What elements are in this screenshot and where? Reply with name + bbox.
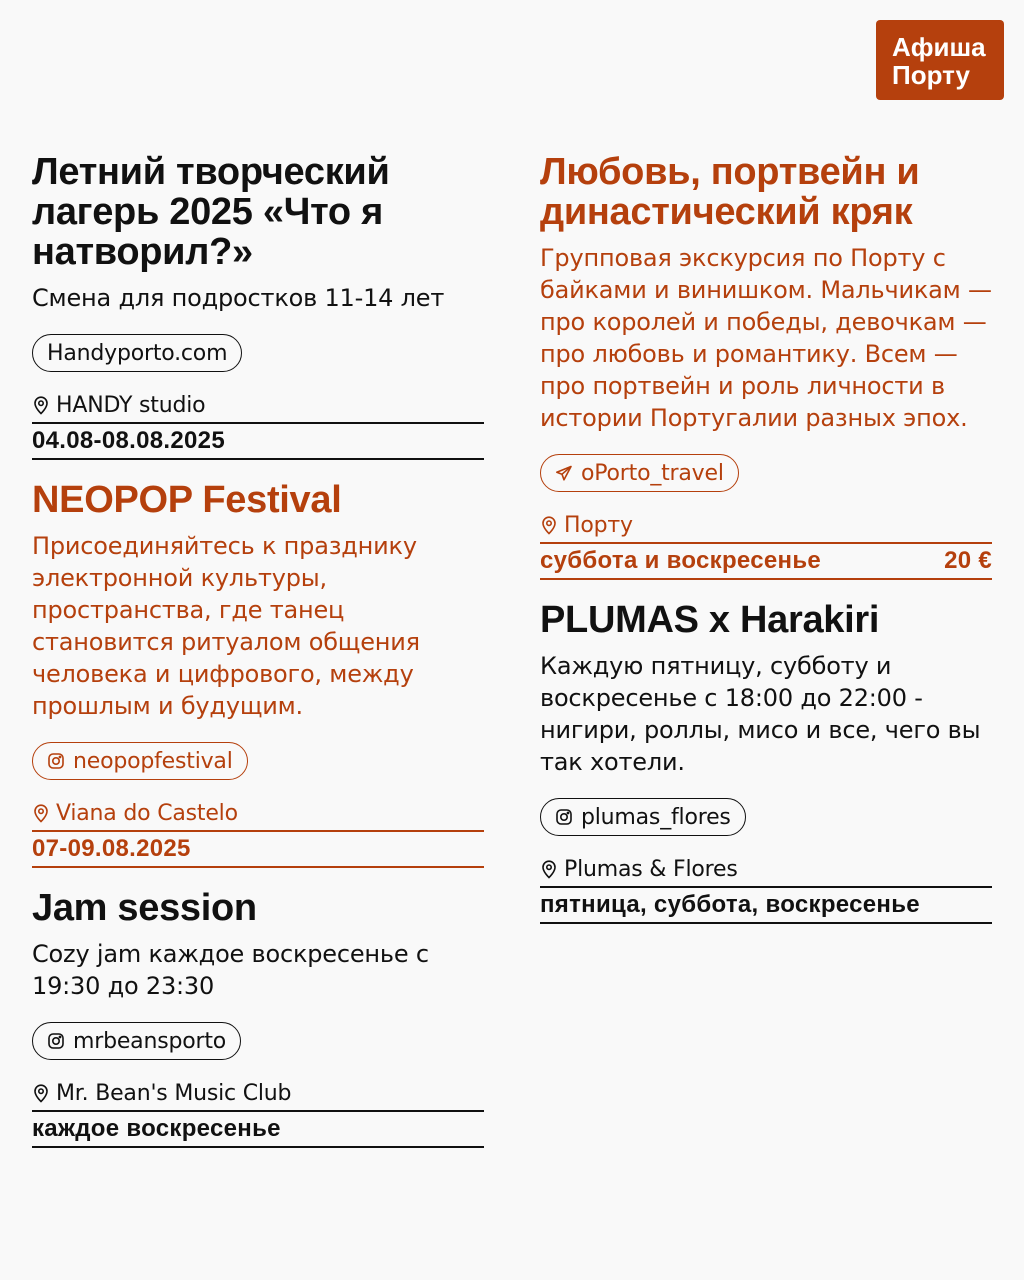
- event-link-text: oPorto_travel: [581, 460, 724, 486]
- event-link-pill[interactable]: [540, 454, 739, 492]
- event-link-text: Handyporto.com: [47, 340, 228, 366]
- event-date-line: [540, 886, 992, 924]
- event-date: 07-09.08.2025: [32, 835, 191, 862]
- event-description: Каждую пятницу, субботу и воскресенье с 18:00 до 22:00 - нигири, роллы, мисо и все, чего вы так хотели.: [540, 652, 981, 776]
- event-link-text: mrbeansporto: [73, 1028, 227, 1054]
- event-title: Летний творческий лагерь 2025 «Что я натворил?»: [32, 151, 390, 273]
- event-description: Смена для подростков 11-14 лет: [32, 284, 445, 312]
- event-description: Cozy jam каждое воскресенье с 19:30 до 23:30: [32, 940, 429, 1000]
- event-card-plumas-harakiri: [540, 600, 992, 924]
- event-title: NEOPOP Festival: [32, 479, 342, 521]
- event-description: Присоединяйтесь к празднику электронной культуры, пространства, где танец становится ритуалом общения человека и цифрового, между прошлым и будущим.: [32, 532, 420, 720]
- location-pin-icon: [32, 395, 50, 415]
- event-link-text: neopopfestival: [73, 748, 233, 774]
- event-date-line: [540, 542, 992, 580]
- event-place: [32, 800, 484, 826]
- events-column-right: [540, 152, 992, 944]
- location-pin-icon: [540, 515, 558, 535]
- event-price: 20 €: [944, 547, 992, 574]
- event-date-line: [32, 830, 484, 868]
- instagram-icon: [47, 752, 65, 770]
- event-link-pill[interactable]: [32, 334, 242, 372]
- instagram-icon: [47, 1032, 65, 1050]
- event-card-neopop: [32, 480, 484, 868]
- event-card-jam-session: [32, 888, 484, 1148]
- event-title: PLUMAS x Harakiri: [540, 599, 880, 641]
- event-card-summer-camp: [32, 152, 484, 460]
- event-place-text: Порту: [564, 512, 633, 538]
- event-link-text: plumas_flores: [581, 804, 731, 830]
- event-card-port-wine-tour: [540, 152, 992, 580]
- afisha-porto-logo: [876, 20, 1004, 100]
- location-pin-icon: [32, 1083, 50, 1103]
- location-pin-icon: [32, 803, 50, 823]
- event-place-text: Plumas & Flores: [564, 856, 738, 882]
- event-date-line: [32, 422, 484, 460]
- event-place: [32, 392, 484, 418]
- event-date: пятница, суббота, воскресенье: [540, 891, 920, 918]
- telegram-icon: [555, 464, 573, 482]
- event-place: [540, 856, 992, 882]
- event-date: суббота и воскресенье: [540, 547, 822, 574]
- logo-line-2: Порту: [892, 60, 970, 90]
- event-place-text: Viana do Castelo: [56, 800, 238, 826]
- event-place: [32, 1080, 484, 1106]
- event-title: Любовь, портвейн и династический кряк: [540, 151, 920, 233]
- event-place-text: Mr. Bean's Music Club: [56, 1080, 292, 1106]
- events-column-left: [32, 152, 484, 1168]
- event-date: 04.08-08.08.2025: [32, 427, 225, 454]
- event-date-line: [32, 1110, 484, 1148]
- event-link-pill[interactable]: [540, 798, 746, 836]
- event-description: Групповая экскурсия по Порту с байками и винишком. Мальчикам — про королей и победы, девочкам — про любовь и романтику. Всем — про портвейн и роль личности в истории Португалии разных эпох.: [540, 244, 992, 432]
- event-place: [540, 512, 992, 538]
- logo-line-1: Афиша: [892, 32, 986, 62]
- event-link-pill[interactable]: [32, 742, 248, 780]
- event-title: Jam session: [32, 887, 257, 929]
- event-date: каждое воскресенье: [32, 1115, 281, 1142]
- instagram-icon: [555, 808, 573, 826]
- location-pin-icon: [540, 859, 558, 879]
- event-link-pill[interactable]: [32, 1022, 241, 1060]
- event-place-text: HANDY studio: [56, 392, 206, 418]
